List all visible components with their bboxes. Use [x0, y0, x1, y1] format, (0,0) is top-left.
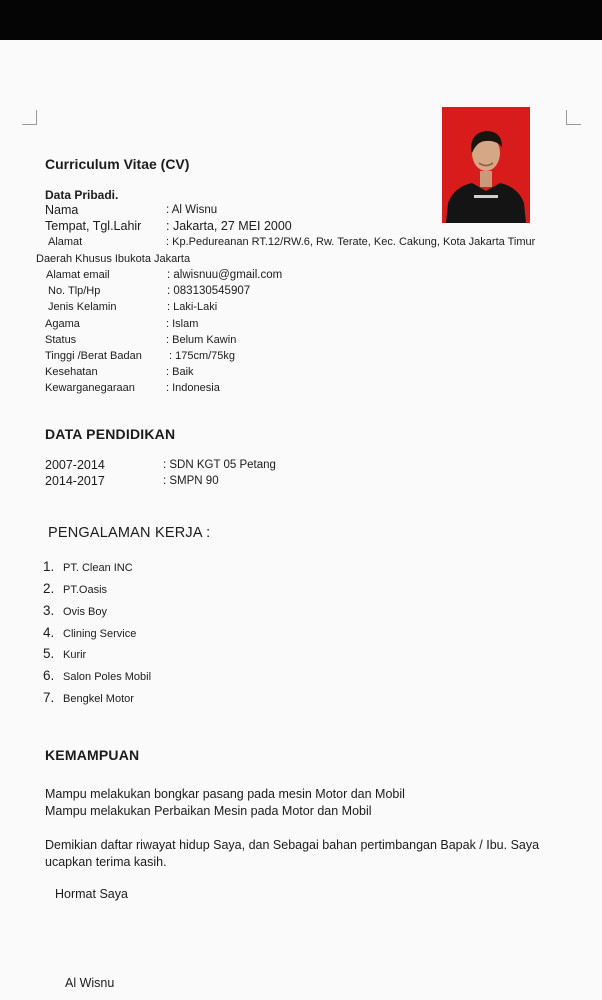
list-item-number: 7. — [43, 690, 55, 705]
list-item: Kurir — [63, 649, 87, 661]
value-status: : Belum Kawin — [166, 334, 237, 346]
list-item: Bengkel Motor — [63, 693, 134, 705]
label-phone: No. Tlp/Hp — [48, 285, 101, 297]
list-item: PT.Oasis — [63, 584, 108, 596]
list-item-number: 3. — [43, 603, 55, 618]
closing-paragraph-line: ucapkan terima kasih. — [45, 855, 167, 869]
list-item-number: 2. — [43, 581, 55, 596]
list-item-number: 4. — [43, 625, 55, 640]
education-years: 2014-2017 — [45, 474, 105, 488]
label-ttl: Tempat, Tgl.Lahir — [45, 219, 142, 233]
person-portrait-icon — [442, 107, 530, 223]
value-tinggi-berat: : 175cm/75kg — [169, 350, 236, 362]
list-item-number: 6. — [43, 668, 55, 683]
label-tinggi-berat: Tinggi /Berat Badan — [45, 350, 142, 362]
label-gender: Jenis Kelamin — [48, 301, 117, 313]
label-kesehatan: Kesehatan — [45, 366, 98, 378]
value-phone: : 083130545907 — [167, 285, 251, 297]
label-alamat: Alamat — [48, 236, 83, 248]
list-item-number: 5. — [43, 646, 55, 661]
skill-line: Mampu melakukan bongkar pasang pada mesin Motor dan Mobil — [45, 787, 405, 801]
value-email: : alwisnuu@gmail.com — [167, 269, 283, 281]
page-margin-corner-left — [22, 110, 37, 125]
skills-heading: KEMAMPUAN — [45, 747, 140, 763]
page-margin-corner-right — [566, 110, 581, 125]
education-school: : SDN KGT 05 Petang — [163, 459, 276, 471]
closing-paragraph-line: Demikian daftar riwayat hidup Saya, dan Sebagai bahan pertimbangan Bapak / Ibu. Saya — [45, 838, 540, 852]
value-kewarganegaraan: : Indonesia — [166, 382, 220, 394]
profile-photo — [442, 107, 530, 223]
value-alamat-continuation: Daerah Khusus Ibukota Jakarta — [36, 253, 191, 265]
label-nama: Nama — [45, 203, 79, 217]
value-ttl: : Jakarta, 27 MEI 2000 — [166, 219, 292, 233]
education-heading: DATA PENDIDIKAN — [45, 426, 176, 442]
value-gender: : Laki-Laki — [167, 301, 218, 313]
education-years: 2007-2014 — [45, 458, 105, 472]
list-item: PT. Clean INC — [63, 562, 133, 574]
value-agama: : Islam — [166, 318, 199, 330]
list-item: Clining Service — [63, 628, 137, 640]
value-kesehatan: : Baik — [166, 366, 194, 378]
list-item: Ovis Boy — [63, 606, 108, 618]
skill-line: Mampu melakukan Perbaikan Mesin pada Motor dan Mobil — [45, 804, 372, 818]
list-item-number: 1. — [43, 559, 55, 574]
signature-name: Al Wisnu — [65, 976, 115, 990]
document-title: Curriculum Vitae (CV) — [45, 156, 190, 172]
personal-data-heading: Data Pribadi. — [45, 188, 119, 202]
list-item: Salon Poles Mobil — [63, 671, 152, 683]
value-alamat: : Kp.Pedureanan RT.12/RW.6, Rw. Terate, Kec. Cakung, Kota Jakarta Timur — [166, 236, 536, 248]
salutation: Hormat Saya — [55, 887, 128, 901]
top-status-bar — [0, 0, 602, 40]
label-status: Status — [45, 334, 77, 346]
label-kewarganegaraan: Kewarganegaraan — [45, 382, 135, 394]
value-nama: : Al Wisnu — [166, 204, 218, 216]
label-email: Alamat email — [46, 269, 110, 281]
education-school: : SMPN 90 — [163, 475, 219, 487]
work-experience-heading: PENGALAMAN KERJA : — [48, 525, 211, 541]
label-agama: Agama — [45, 318, 80, 330]
